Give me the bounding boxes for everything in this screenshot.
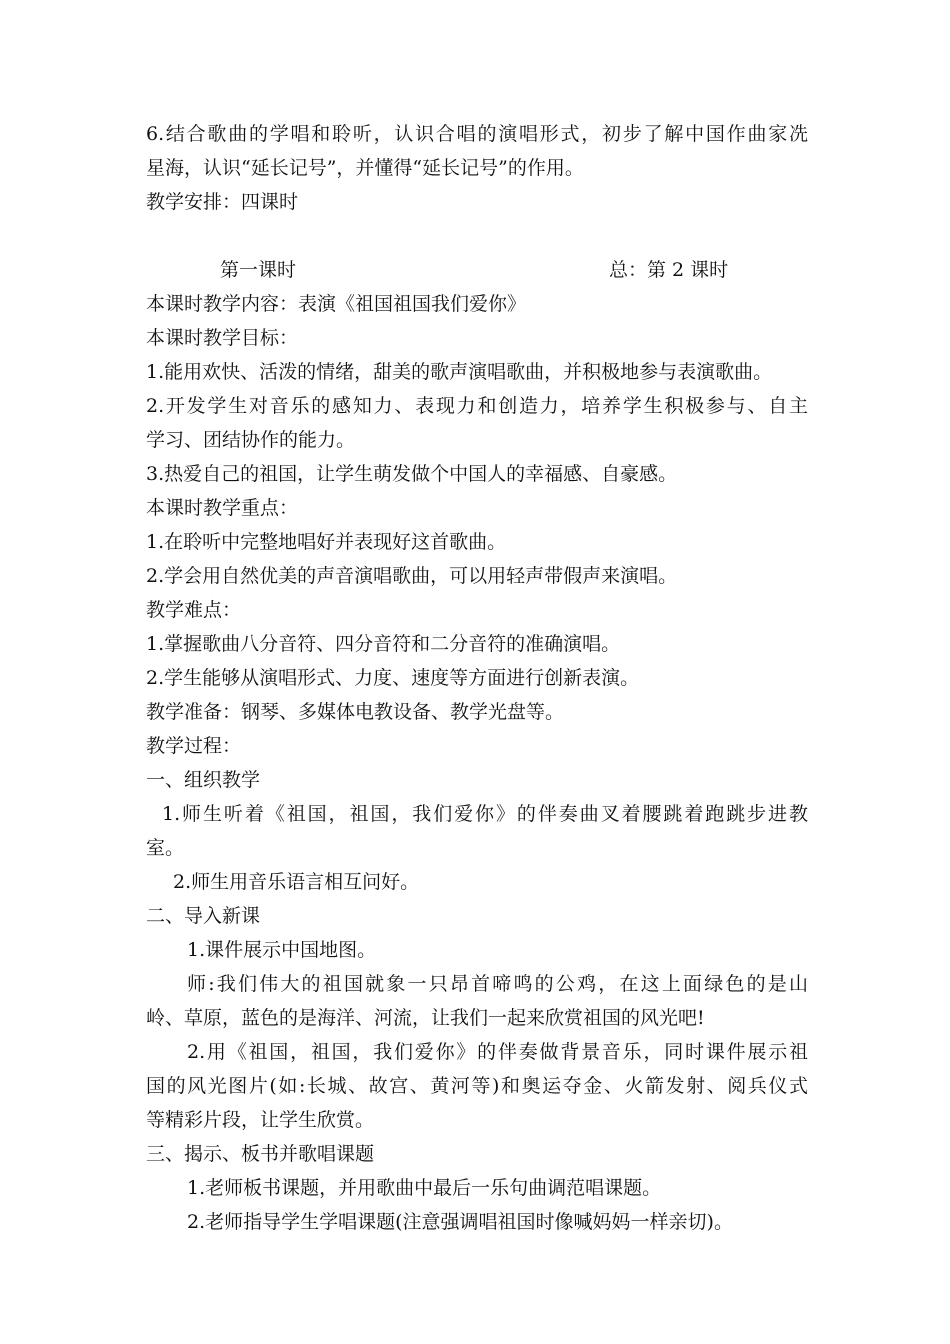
goals-heading: 本课时教学目标： — [146, 327, 299, 349]
section-2-item-2-line-3: 等精彩片段，让学生欣赏。 — [146, 1109, 375, 1131]
section-3-heading: 三、揭示、板书并歌唱课题 — [146, 1143, 375, 1165]
lesson-content: 本课时教学内容：表演《祖国祖国我们爱你》 — [146, 293, 527, 315]
section-1-item-1-line-1: 1.师生听着《祖国，祖国，我们爱你》的伴奏曲叉着腰跳着跑跳步进教 — [162, 803, 808, 825]
goal-3: 3.热爱自己的祖国，让学生萌发做个中国人的幸福感、自豪感。 — [146, 463, 678, 485]
goal-1: 1.能用欢快、活泼的情绪，甜美的歌声演唱歌曲，并积极地参与表演歌曲。 — [146, 361, 773, 383]
objective-6-line-1: 6.结合歌曲的学唱和聆听，认识合唱的演唱形式，初步了解中国作曲家冼 — [146, 123, 808, 145]
section-2-item-2-line-2: 国的风光图片(如:长城、故宫、黄河等)和奥运夺金、火箭发射、阅兵仪式 — [146, 1075, 808, 1097]
difficulty-1: 1.掌握歌曲八分音符、四分音符和二分音符的准确演唱。 — [146, 633, 621, 655]
lesson-number: 第一课时 — [220, 259, 297, 281]
section-2-item-2-line-1: 2.用《祖国，祖国，我们爱你》的伴奏做背景音乐，同时课件展示祖 — [187, 1041, 808, 1063]
objective-6-line-2: 星海，认识“延长记号”，并懂得“延长记号”的作用。 — [146, 157, 584, 179]
schedule: 教学安排：四课时 — [146, 191, 299, 213]
section-2-heading: 二、导入新课 — [146, 905, 261, 927]
key-points-heading: 本课时教学重点： — [146, 497, 299, 519]
section-3-item-1: 1.老师板书课题，并用歌曲中最后一乐句曲调范唱课题。 — [187, 1177, 662, 1199]
lesson-total: 总：第 2 课时 — [609, 259, 729, 281]
preparation: 教学准备：钢琴、多媒体电教设备、教学光盘等。 — [146, 701, 565, 723]
goal-2-line-2: 学习、团结协作的能力。 — [146, 429, 356, 451]
section-1-item-2: 2.师生用音乐语言相互问好。 — [173, 871, 420, 893]
section-2-item-1: 1.课件展示中国地图。 — [187, 939, 377, 961]
process-heading: 教学过程： — [146, 735, 242, 757]
key-point-2: 2.学会用自然优美的声音演唱歌曲，可以用轻声带假声来演唱。 — [146, 565, 678, 587]
key-point-1: 1.在聆听中完整地唱好并表现好这首歌曲。 — [146, 531, 507, 553]
difficulty-2: 2.学生能够从演唱形式、力度、速度等方面进行创新表演。 — [146, 667, 640, 689]
section-3-item-2: 2.老师指导学生学唱课题(注意强调唱祖国时像喊妈妈一样亲切)。 — [187, 1211, 733, 1233]
section-1-heading: 一、组织教学 — [146, 769, 261, 791]
section-1-item-1-line-2: 室。 — [146, 837, 185, 859]
section-2-teacher-line-2: 岭、草原，蓝色的是海洋、河流，让我们一起来欣赏祖国的风光吧! — [146, 1007, 705, 1029]
goal-2-line-1: 2.开发学生对音乐的感知力、表现力和创造力，培养学生积极参与、自主 — [146, 395, 808, 417]
difficulties-heading: 教学难点： — [146, 599, 242, 621]
section-2-teacher-line-1: 师:我们伟大的祖国就象一只昂首啼鸣的公鸡，在这上面绿色的是山 — [187, 973, 808, 995]
